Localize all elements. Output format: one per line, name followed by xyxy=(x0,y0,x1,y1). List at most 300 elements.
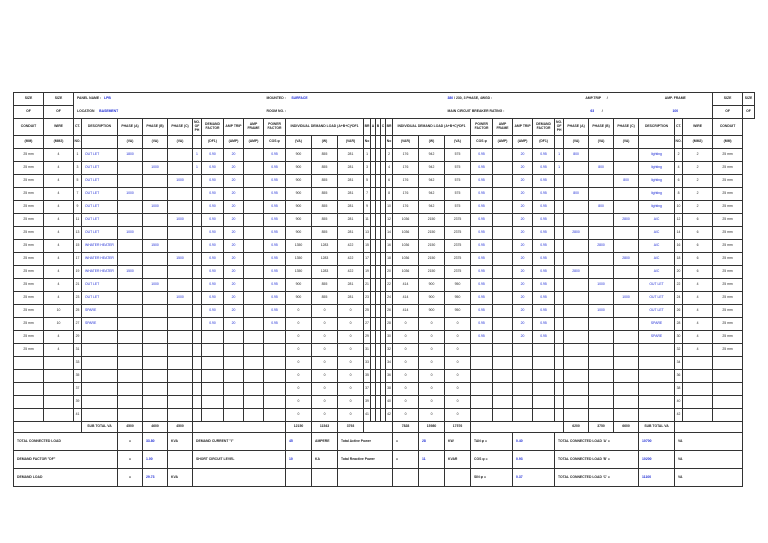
cell-ctr: 4 xyxy=(675,162,683,175)
cell-br: 35 xyxy=(364,370,371,383)
cell-trip xyxy=(224,344,244,357)
table-row xyxy=(14,175,755,188)
cell-pfr: 0.95 xyxy=(471,227,493,240)
cell-va: 0 xyxy=(286,357,312,370)
cell-pa xyxy=(118,331,143,344)
table-row xyxy=(14,149,755,162)
cell-df xyxy=(202,344,224,357)
cell-tripr: 20 xyxy=(513,201,533,214)
table-row xyxy=(14,357,755,370)
cell-pa xyxy=(118,409,143,422)
cell-pcr xyxy=(614,201,639,214)
cell-varr: 0 xyxy=(445,383,471,396)
cell-pf xyxy=(264,370,286,383)
cell-pa: 1000 xyxy=(118,188,143,201)
cell-pf: 0.95 xyxy=(264,253,286,266)
cell-desc xyxy=(82,396,118,409)
cell-pc xyxy=(168,279,193,292)
cell-wr: 942 xyxy=(419,188,445,201)
cell-vr: 414 xyxy=(393,292,419,305)
cell-w: 0 xyxy=(312,331,338,344)
header-row-2: OF OF LOCATION BASEMENT ROOM NO. : MAIN CIRCUIT BREAKER RATING : 63 / 100 OF OF xyxy=(14,106,755,119)
cell-wirer: 4 xyxy=(683,292,713,305)
cell-phr xyxy=(555,331,564,344)
cell-br: 25 xyxy=(364,305,371,318)
cell-vr: 176 xyxy=(393,201,419,214)
cell-conduitr xyxy=(713,396,743,409)
cell-conduitr: 25 mm xyxy=(713,227,743,240)
cell-pb xyxy=(143,214,168,227)
cell-wirer: 2 xyxy=(683,188,713,201)
cell-tripr: 20 xyxy=(513,240,533,253)
cell-conduitr: 25 mm xyxy=(713,344,743,357)
cell-w: 855 xyxy=(312,227,338,240)
column-header-row: CONDUIT WIRE CT. DESCRIPTION PHASE (A) PHASE (B) PHASE (C) NO. OF PH DEMAND FACTOR AMP TRIP AMP FRAME POWER FACTOR INDIVIDUAL DEMAND LOAD (A+B+C)*DF1 BR A B C BR INDIVIDUAL DEMAND LOAD (A+B+C)*DF1 POWER FACTOR AMP FRAME AMP TRIP DEMAND FACTOR NO. OF PH PHASE (A) PHASE (B) PHASE (C) DESCRIPTION CT. WIRE CONDUIT xyxy=(14,119,755,136)
cell-trip: 20 xyxy=(224,214,244,227)
cell-pbr: 800 xyxy=(589,201,614,214)
cell-varr: 0 xyxy=(445,318,471,331)
cell-conduit: 25 mm xyxy=(14,162,44,175)
cell-pf: 0.95 xyxy=(264,175,286,188)
cell-wr: 0 xyxy=(419,331,445,344)
cell-pc xyxy=(168,240,193,253)
cell-vr: 1036 xyxy=(393,227,419,240)
cell-tripr xyxy=(513,370,533,383)
cell-varr: 575 xyxy=(445,162,471,175)
cell-par xyxy=(564,175,589,188)
cell-pf xyxy=(264,357,286,370)
cell-pfr: 0.95 xyxy=(471,188,493,201)
cell-varr: 0 xyxy=(445,344,471,357)
cell-desc: OUT LET xyxy=(82,188,118,201)
cell-ct: 35 xyxy=(74,370,82,383)
cell-wirer: 6 xyxy=(683,240,713,253)
cell-br: 23 xyxy=(364,292,371,305)
cell-desc: SPARE xyxy=(82,305,118,318)
cell-desc xyxy=(82,383,118,396)
cell-phr xyxy=(555,201,564,214)
cell-vr: 0 xyxy=(393,396,419,409)
cell-va: 900 xyxy=(286,188,312,201)
cell-pc xyxy=(168,331,193,344)
cell-br: 11 xyxy=(364,214,371,227)
cell-pfr: 0.95 xyxy=(471,305,493,318)
cell-conduit: 25 mm xyxy=(14,266,44,279)
cell-trip: 20 xyxy=(224,292,244,305)
cell-w: 0 xyxy=(312,344,338,357)
cell-descr: A/C xyxy=(639,214,675,227)
cell-par: 800 xyxy=(564,149,589,162)
cell-df: 0.90 xyxy=(202,188,224,201)
cell-wirer: 4 xyxy=(683,305,713,318)
cell-par xyxy=(564,370,589,383)
cell-pc xyxy=(168,318,193,331)
cell-wr: 0 xyxy=(419,383,445,396)
cell-desc: OUT LET xyxy=(82,175,118,188)
cell-conduitr: 25 mm xyxy=(713,266,743,279)
cell-w: 1283 xyxy=(312,266,338,279)
cell-descr: SPARE xyxy=(639,331,675,344)
cell-w: 855 xyxy=(312,162,338,175)
cell-w: 855 xyxy=(312,279,338,292)
cell-dfr: 0.95 xyxy=(533,162,555,175)
cell-dfr: 0.95 xyxy=(533,331,555,344)
cell-br2: 4 xyxy=(386,162,393,175)
cell-ph xyxy=(193,292,202,305)
units-row: (MM) (MM2) NO. (VA) (VA) (VA) (DF1) (AMP) (AMP) COS φ (VA) (W) (VAR) No No (VAR) (W) (VA) COS φ (AMP) (AMP) (DF1) (VA) (VA) (VA) NO. (MM2) (MM) xyxy=(14,136,755,149)
cell-ct: 7 xyxy=(74,188,82,201)
cell-conduit: 25 mm xyxy=(14,175,44,188)
cell-trip: 20 xyxy=(224,305,244,318)
cell-pc xyxy=(168,409,193,422)
cell-desc xyxy=(82,331,118,344)
cell-w: 855 xyxy=(312,292,338,305)
cell-phr xyxy=(555,409,564,422)
cell-trip: 20 xyxy=(224,162,244,175)
cell-pf: 0.95 xyxy=(264,266,286,279)
cell-pa xyxy=(118,279,143,292)
cell-ctr: 6 xyxy=(675,175,683,188)
cell-ct: 13 xyxy=(74,227,82,240)
cell-ctr: 32 xyxy=(675,344,683,357)
table-row xyxy=(14,396,755,409)
cell-wire: 4 xyxy=(44,201,74,214)
cell-pc xyxy=(168,344,193,357)
cell-conduit: 25 mm xyxy=(14,214,44,227)
cell-descr xyxy=(639,409,675,422)
cell-pf xyxy=(264,344,286,357)
cell-pcr xyxy=(614,227,639,240)
cell-var: 281 xyxy=(338,279,364,292)
cell-pf: 0.95 xyxy=(264,318,286,331)
table-row xyxy=(14,162,755,175)
size-label-right: SIZE xyxy=(713,93,743,106)
cell-br2: 14 xyxy=(386,227,393,240)
cell-desc: OUT LET xyxy=(82,279,118,292)
cell-vr: 0 xyxy=(393,383,419,396)
cell-var: 0 xyxy=(338,370,364,383)
cell-phr xyxy=(555,266,564,279)
cell-vr: 1036 xyxy=(393,240,419,253)
cell-pbr: 1000 xyxy=(589,279,614,292)
cell-wire: 4 xyxy=(44,292,74,305)
subtotal-row: SUB TOTAL VA 4500 4600 4500 12150 11543 3793 7828 15980 17576 6200 3750 6600 SUB TOTAL VA xyxy=(14,422,755,433)
cell-pa xyxy=(118,162,143,175)
cell-desc: OUT LET xyxy=(82,162,118,175)
cell-var: 422 xyxy=(338,253,364,266)
cell-dfr: 0.95 xyxy=(533,240,555,253)
cell-ctr: 38 xyxy=(675,383,683,396)
cell-br2: 16 xyxy=(386,240,393,253)
cell-pbr xyxy=(589,357,614,370)
cell-ctr: 40 xyxy=(675,396,683,409)
cell-br: 1 xyxy=(364,149,371,162)
cell-conduitr: 25 mm xyxy=(713,292,743,305)
table-row xyxy=(14,240,755,253)
cell-va: 0 xyxy=(286,331,312,344)
cell-wr: 2150 xyxy=(419,214,445,227)
cell-br2: 38 xyxy=(386,383,393,396)
cell-ph xyxy=(193,409,202,422)
cell-pbr xyxy=(589,175,614,188)
cell-br2: 22 xyxy=(386,279,393,292)
cell-conduit: 25 mm xyxy=(14,344,44,357)
cell-var: 0 xyxy=(338,409,364,422)
cell-ctr: 12 xyxy=(675,214,683,227)
cell-ctr: 36 xyxy=(675,370,683,383)
cell-w: 855 xyxy=(312,149,338,162)
cell-phr xyxy=(555,253,564,266)
cell-tripr: 20 xyxy=(513,279,533,292)
cell-var: 281 xyxy=(338,292,364,305)
cell-pfr: 0.95 xyxy=(471,318,493,331)
cell-va: 0 xyxy=(286,370,312,383)
cell-br: 27 xyxy=(364,318,371,331)
cell-wirer: 4 xyxy=(683,331,713,344)
cell-ph xyxy=(193,357,202,370)
cell-tripr: 20 xyxy=(513,292,533,305)
cell-va: 0 xyxy=(286,318,312,331)
cell-var: 281 xyxy=(338,149,364,162)
cell-df xyxy=(202,409,224,422)
cell-va: 0 xyxy=(286,396,312,409)
cell-var: 0 xyxy=(338,318,364,331)
cell-varr: 2375 xyxy=(445,214,471,227)
cell-pb xyxy=(143,396,168,409)
cell-pcr xyxy=(614,266,639,279)
cell-wr: 942 xyxy=(419,201,445,214)
cell-ctr: 30 xyxy=(675,331,683,344)
cell-conduitr: 25 mm xyxy=(713,331,743,344)
supply-rating: 380 / 230, 3 PHASE, 4WGD : xyxy=(445,93,555,106)
cell-conduitr: 25 mm xyxy=(713,279,743,292)
cell-pcr: 2800 xyxy=(614,214,639,227)
cell-conduit: 25 mm xyxy=(14,240,44,253)
cell-par xyxy=(564,357,589,370)
cell-conduit: 25 mm xyxy=(14,318,44,331)
cell-tripr: 20 xyxy=(513,305,533,318)
cell-dfr: 0.95 xyxy=(533,201,555,214)
cell-ct: 5 xyxy=(74,175,82,188)
cell-dfr: 0.95 xyxy=(533,318,555,331)
cell-br: 29 xyxy=(364,331,371,344)
cell-ph xyxy=(193,188,202,201)
cell-pa xyxy=(118,370,143,383)
cell-wire xyxy=(44,370,74,383)
cell-varr: 575 xyxy=(445,201,471,214)
cell-desc xyxy=(82,370,118,383)
cell-conduit xyxy=(14,383,44,396)
cell-pc: 1000 xyxy=(168,292,193,305)
cell-dfr: 0.95 xyxy=(533,266,555,279)
cell-descr: OUT LET xyxy=(639,292,675,305)
cell-conduitr: 25 mm xyxy=(713,188,743,201)
cell-pa xyxy=(118,396,143,409)
cell-pcr xyxy=(614,188,639,201)
cell-pbr: 800 xyxy=(589,162,614,175)
cell-ph xyxy=(193,201,202,214)
cell-pf: 0.95 xyxy=(264,214,286,227)
cell-br: 39 xyxy=(364,396,371,409)
cell-wr: 942 xyxy=(419,175,445,188)
cell-wire: 4 xyxy=(44,344,74,357)
cell-ct: 33 xyxy=(74,357,82,370)
cell-ctr: 26 xyxy=(675,305,683,318)
cell-vr: 0 xyxy=(393,344,419,357)
cell-tripr xyxy=(513,409,533,422)
cell-phr xyxy=(555,344,564,357)
cell-df: 0.90 xyxy=(202,175,224,188)
cell-varr: 575 xyxy=(445,188,471,201)
cell-desc xyxy=(82,357,118,370)
cell-par xyxy=(564,162,589,175)
cell-pfr: 0.95 xyxy=(471,175,493,188)
cell-pcr xyxy=(614,305,639,318)
cell-var: 0 xyxy=(338,383,364,396)
cell-wr: 900 xyxy=(419,292,445,305)
table-row xyxy=(14,214,755,227)
cell-df xyxy=(202,396,224,409)
cell-conduitr: 25 mm xyxy=(713,175,743,188)
cell-wire: 10 xyxy=(44,305,74,318)
cell-pfr: 0.95 xyxy=(471,253,493,266)
cell-wirer: 6 xyxy=(683,227,713,240)
panel-schedule-sheet xyxy=(13,92,755,487)
cell-pbr xyxy=(589,318,614,331)
cell-w: 0 xyxy=(312,357,338,370)
table-row xyxy=(14,305,755,318)
cell-ph xyxy=(193,396,202,409)
cell-wirer: 4 xyxy=(683,344,713,357)
cell-pb xyxy=(143,409,168,422)
cell-wire: 4 xyxy=(44,214,74,227)
cell-trip xyxy=(224,396,244,409)
cell-wirer: 2 xyxy=(683,175,713,188)
cell-ctr: 34 xyxy=(675,357,683,370)
cell-pc xyxy=(168,201,193,214)
table-row xyxy=(14,318,755,331)
cell-ct: 27 xyxy=(74,318,82,331)
cell-w: 855 xyxy=(312,201,338,214)
cell-va: 900 xyxy=(286,292,312,305)
cell-w: 0 xyxy=(312,305,338,318)
cell-descr: A/C xyxy=(639,266,675,279)
cell-phr xyxy=(555,383,564,396)
cell-pbr xyxy=(589,214,614,227)
cell-pb xyxy=(143,305,168,318)
cell-conduit: 25 mm xyxy=(14,331,44,344)
cell-wr: 942 xyxy=(419,149,445,162)
cell-ctr: 14 xyxy=(675,227,683,240)
cell-ct: 21 xyxy=(74,279,82,292)
cell-conduit: 25 mm xyxy=(14,201,44,214)
cell-desc: OUT LET xyxy=(82,214,118,227)
cell-br: 37 xyxy=(364,383,371,396)
cell-wr: 0 xyxy=(419,370,445,383)
cell-vr: 1036 xyxy=(393,214,419,227)
cell-ph xyxy=(193,266,202,279)
cell-ctr: 10 xyxy=(675,201,683,214)
cell-br2: 20 xyxy=(386,266,393,279)
cell-desc: SPARE xyxy=(82,318,118,331)
cell-pa xyxy=(118,253,143,266)
cell-pf: 0.95 xyxy=(264,149,286,162)
cell-conduitr xyxy=(713,409,743,422)
cell-vr: 176 xyxy=(393,175,419,188)
cell-va: 900 xyxy=(286,201,312,214)
cell-desc: OUT LET xyxy=(82,292,118,305)
cell-ph xyxy=(193,305,202,318)
cell-ph: 1 xyxy=(193,149,202,162)
cell-pb xyxy=(143,266,168,279)
cell-conduit xyxy=(14,396,44,409)
table-row xyxy=(14,253,755,266)
cell-ctr: 24 xyxy=(675,292,683,305)
cell-trip: 20 xyxy=(224,227,244,240)
cell-pb xyxy=(143,227,168,240)
cell-df: 0.90 xyxy=(202,201,224,214)
cell-pcr xyxy=(614,370,639,383)
cell-br2: 32 xyxy=(386,344,393,357)
cell-pf: 0.95 xyxy=(264,188,286,201)
panel-schedule-table xyxy=(13,92,755,487)
cell-trip: 20 xyxy=(224,266,244,279)
cell-tripr: 20 xyxy=(513,175,533,188)
cell-w: 855 xyxy=(312,188,338,201)
cell-conduitr xyxy=(713,383,743,396)
cell-dfr xyxy=(533,383,555,396)
cell-pf xyxy=(264,331,286,344)
cell-va: 1350 xyxy=(286,266,312,279)
cell-phr xyxy=(555,396,564,409)
cell-pc xyxy=(168,357,193,370)
breaker-rating-label: MAIN CIRCUIT BREAKER RATING : xyxy=(447,108,505,113)
cell-df: 0.90 xyxy=(202,214,224,227)
header-row-1: SIZE SIZE PANEL NAME : LPB MOUNTED : SURFACE 380 / 230, 3 PHASE, 4WGD : AMP.TRIP / AMP. FRAME SIZE SIZE xyxy=(14,93,755,106)
cell-desc: OUT LET xyxy=(82,149,118,162)
cell-pbr: 2800 xyxy=(589,240,614,253)
cell-pc: 1500 xyxy=(168,253,193,266)
cell-conduitr: 25 mm xyxy=(713,214,743,227)
summary-row-2: DEMAND FACTOR "DF" = 1.00 SHORT CIRCUIT LEVEL 10 KA Total Reactive Power = 11 KVAR COS φ = 0.93 TOTAL CONNECTED LOAD 'B' = 10200 VA xyxy=(14,451,755,469)
cell-va: 0 xyxy=(286,383,312,396)
cell-ph xyxy=(193,318,202,331)
cell-conduit: 25 mm xyxy=(14,305,44,318)
cell-tripr: 20 xyxy=(513,188,533,201)
table-row xyxy=(14,266,755,279)
cell-dfr xyxy=(533,344,555,357)
cell-wr: 2150 xyxy=(419,227,445,240)
cell-tripr: 20 xyxy=(513,149,533,162)
cell-va: 900 xyxy=(286,214,312,227)
cell-wire: 4 xyxy=(44,149,74,162)
cell-desc xyxy=(82,409,118,422)
cell-pfr xyxy=(471,357,493,370)
cell-ct: 11 xyxy=(74,214,82,227)
cell-pfr: 0.95 xyxy=(471,266,493,279)
cell-pcr: 2800 xyxy=(614,253,639,266)
cell-wirer: 2 xyxy=(683,201,713,214)
cell-w: 0 xyxy=(312,409,338,422)
cell-descr: lighting xyxy=(639,149,675,162)
cell-wirer: 6 xyxy=(683,253,713,266)
cell-wire: 4 xyxy=(44,162,74,175)
cell-ph xyxy=(193,370,202,383)
cell-pfr: 0.95 xyxy=(471,279,493,292)
cell-ct: 37 xyxy=(74,383,82,396)
cell-par: 2800 xyxy=(564,266,589,279)
cell-ph: 1 xyxy=(193,162,202,175)
